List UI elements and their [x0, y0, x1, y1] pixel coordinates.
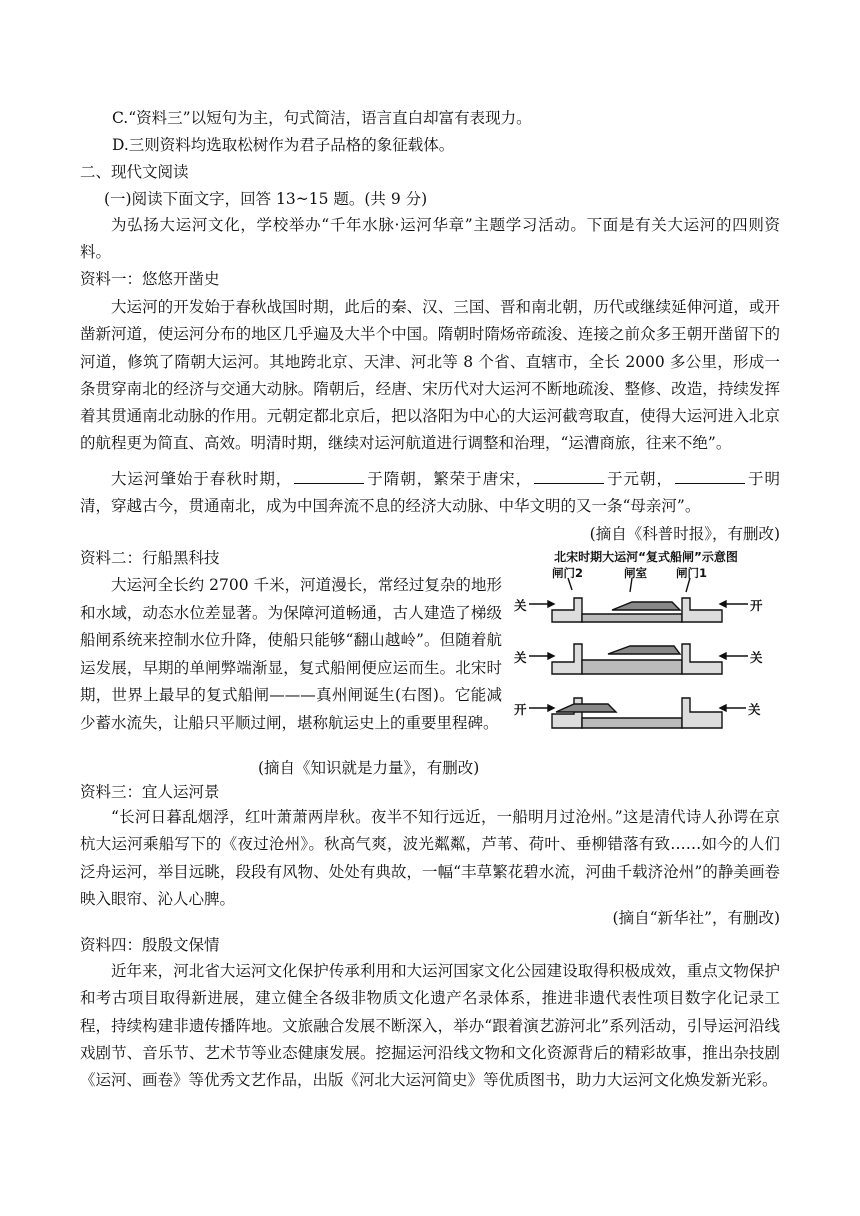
row2-right-label: 关 — [750, 650, 763, 665]
row3-left-label: 开 — [514, 702, 527, 717]
row3-gate1 — [682, 698, 722, 728]
fill-text-a: 大运河肇始于春秋时期， — [111, 470, 293, 488]
row3-left-arrowhead — [548, 705, 554, 711]
fill-text-d: 于明清，穿越古今，贯通南北，成为中国奔流不息的经济大动脉、中华文明的又一条“母亲河”。 — [80, 470, 780, 516]
material3-paragraph: “长河日暮乱烟浮，红叶萧萧两岸秋。夜半不知行远近，一船明月过沧州。”这是清代诗人孙谔在京杭大运河乘船写下的《夜过沧州》。秋高气爽，波光粼粼，芦苇、荷叶、垂柳错落有致……如今的人们泛舟运河，举目远眺，段段有风物、处处有典故，一幅“丰草繁花碧水流，河曲千载济沧州”的静美画卷映入眼帘、沁人心脾。 — [80, 808, 780, 908]
material1-source: (摘自《科普时报》，有删改) — [589, 525, 780, 543]
row3-ship — [556, 704, 616, 712]
gate1-label: 闸门1 — [676, 566, 708, 580]
blank-2[interactable] — [534, 469, 604, 484]
section-heading: 二、现代文阅读 — [80, 163, 189, 181]
blank-3[interactable] — [675, 469, 745, 484]
row3-right-label: 关 — [748, 702, 761, 717]
row2-right-arrowhead — [720, 653, 726, 659]
row1-gate1 — [682, 598, 722, 622]
intro-paragraph: 为弘扬大运河文化，学校举办“千年水脉·运河华章”主题学习活动。下面是有关大运河的四则资料。 — [80, 216, 780, 262]
gate2-label: 闸门2 — [552, 566, 584, 580]
material3-source: (摘自“新华社”，有删改) — [612, 909, 780, 927]
material1-heading: 资料一：悠悠开凿史 — [80, 270, 220, 288]
material1-paragraph: 大运河的开发始于春秋战国时期，此后的秦、汉、三国、晋和南北朝，历代或继续延伸河道，或开凿新河道，使运河分布的地区几乎遍及大半个中国。隋朝时隋炀帝疏浚、连接之前众多王朝开凿留下的河道，修筑了隋朝大运河。其地跨北京、天津、河北等 8 个省、直辖市，全长 2000 多公里，形成一条贯穿南北的经济与交通大动脉。隋朝后，经唐、宋历代对大运河不断地疏浚、整修、改造，持续发挥着其贯通南北动脉的作用。元朝定都北京后，把以洛阳为中心的大运河截弯取直，使得大运河进入北京的航程更为简直、高效。明清时期，继续对运河航道进行调整和治理，“运漕商旅，往来不绝”。 — [80, 298, 780, 453]
gate1-pointer — [686, 578, 690, 592]
material2-source: (摘自《知识就是力量》，有删改) — [258, 759, 480, 777]
material4-heading: 资料四：殷殷文保情 — [80, 936, 220, 954]
option-c: C.“资料三”以短句为主，句式简洁，语言直白却富有表现力。 — [112, 109, 532, 127]
lock-illustration — [512, 548, 780, 744]
row1-right-arrowhead — [720, 601, 726, 607]
material3-heading: 资料三：宜人运河景 — [80, 783, 220, 801]
row1-chamber-water — [582, 614, 682, 622]
row3-right-arrowhead — [720, 705, 726, 711]
row1-right-label: 开 — [750, 598, 763, 613]
material2-heading: 资料二：行船黑科技 — [80, 549, 220, 567]
row3-chamber-water — [582, 718, 682, 728]
option-d: D.三则资料均选取松树作为君子品格的象征载体。 — [112, 136, 455, 154]
row2-left-label: 关 — [514, 650, 527, 665]
material4-paragraph: 近年来，河北省大运河文化保护传承利用和大运河国家文化公园建设取得积极成效，重点文物保护和考古项目取得新进展，建立健全各级非物质文化遗产名录体系，推进非遗代表性项目数字化记录工程，持续构建非遗传播阵地。文旅融合发展不断深入，举办“跟着演艺游河北”系列活动，引导运河沿线戏剧节、音乐节、艺术节等业态健康发展。挖掘运河沿线文物和文化资源背后的精彩故事，推出杂技剧《运河、画卷》等优秀文艺作品，出版《河北大运河简史》等优质图书，助力大运河文化焕发新光彩。 — [80, 962, 780, 1090]
gate2-pointer — [568, 578, 572, 590]
row2-gate2 — [552, 644, 582, 674]
row1-gate2 — [552, 598, 582, 622]
row2-left-arrowhead — [548, 653, 554, 659]
fill-text-c: 于元朝， — [606, 470, 673, 488]
row2-gate1 — [682, 644, 722, 674]
subsection-heading: (一)阅读下面文字，回答 13~15 题。(共 9 分) — [104, 190, 428, 208]
chamber-pointer — [630, 578, 632, 592]
fill-text-b: 于隋朝，繁荣于唐宋， — [366, 470, 533, 488]
row1-ship — [612, 602, 680, 610]
row2-chamber-water — [582, 660, 682, 674]
chamber-label: 闸室 — [624, 566, 647, 580]
row2-ship — [608, 646, 680, 654]
blank-1[interactable] — [294, 469, 364, 484]
ship-lock-diagram — [512, 548, 780, 744]
row3-gate2 — [552, 698, 582, 728]
material2-paragraph: 大运河全长约 2700 千米，河道漫长，常经过复杂的地形和水域，动态水位差显著。为保障河道畅通，古人建造了梯级船闸系统来控制水位升降，使船只能够“翻山越岭”。但随着航运发展，早期的单闸弊端渐显，复式船闸便应运而生。北宋时期，世界上最早的复式船闸———真州闸诞生(右图)。它能减少蓄水流失，让船只平顺过闸，堪称航运史上的重要里程碑。 — [80, 576, 502, 732]
row1-left-label: 关 — [514, 598, 527, 613]
figure-title: 北宋时期大运河“复式船闸”示意图 — [554, 550, 738, 564]
material1-fill-blank-paragraph — [80, 466, 780, 521]
row1-left-arrowhead — [548, 601, 554, 607]
